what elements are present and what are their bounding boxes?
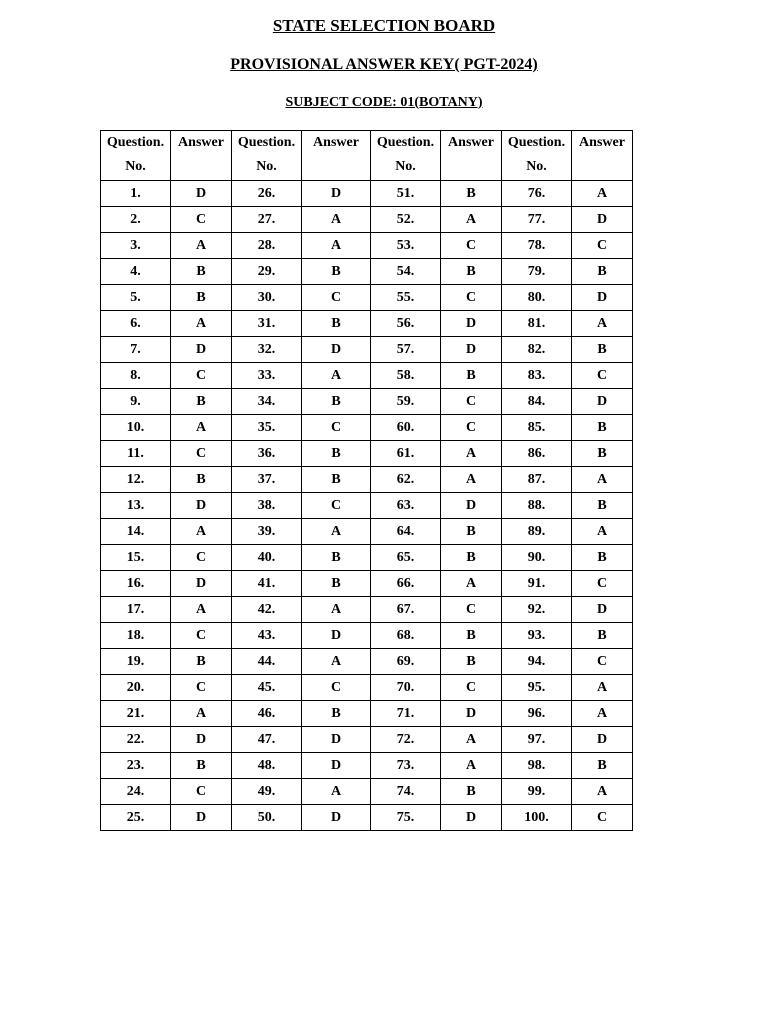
question-number-cell: 10. (101, 415, 171, 441)
answer-cell: D (302, 623, 371, 649)
board-title: STATE SELECTION BOARD (272, 16, 496, 35)
answer-cell: B (572, 753, 633, 779)
answer-cell: B (302, 545, 371, 571)
question-number-cell: 6. (101, 311, 171, 337)
question-number-cell: 98. (502, 753, 572, 779)
answer-cell: D (441, 701, 502, 727)
question-number-cell: 46. (232, 701, 302, 727)
answer-cell: C (441, 285, 502, 311)
answer-cell: A (441, 441, 502, 467)
answer-cell: C (572, 571, 633, 597)
answer-cell: C (441, 597, 502, 623)
question-number-cell: 84. (502, 389, 572, 415)
table-row (101, 389, 633, 415)
question-number-cell: 75. (371, 805, 441, 831)
question-number-cell: 17. (101, 597, 171, 623)
answer-cell: D (171, 493, 232, 519)
answer-cell: D (171, 571, 232, 597)
question-number-cell: 14. (101, 519, 171, 545)
answer-cell: C (171, 779, 232, 805)
table-row (101, 259, 633, 285)
question-number-cell: 11. (101, 441, 171, 467)
question-number-cell: 24. (101, 779, 171, 805)
question-number-cell: 80. (502, 285, 572, 311)
answer-cell: B (572, 441, 633, 467)
question-number-cell: 38. (232, 493, 302, 519)
answer-cell: B (572, 493, 633, 519)
question-number-cell: 97. (502, 727, 572, 753)
question-number-cell: 51. (371, 181, 441, 207)
table-row (101, 701, 633, 727)
question-number-cell: 12. (101, 467, 171, 493)
answer-cell: B (171, 467, 232, 493)
answer-cell: B (572, 259, 633, 285)
answer-header: Answer (302, 131, 371, 181)
answer-cell: A (171, 233, 232, 259)
answer-cell: A (171, 701, 232, 727)
answer-cell: D (171, 727, 232, 753)
table-row (101, 805, 633, 831)
answer-cell: C (572, 363, 633, 389)
answer-cell: B (171, 649, 232, 675)
question-number-cell: 2. (101, 207, 171, 233)
question-number-cell: 42. (232, 597, 302, 623)
question-number-cell: 4. (101, 259, 171, 285)
answer-cell: B (302, 467, 371, 493)
question-number-cell: 25. (101, 805, 171, 831)
answer-cell: B (441, 181, 502, 207)
question-number-cell: 63. (371, 493, 441, 519)
question-number-cell: 9. (101, 389, 171, 415)
answer-cell: A (572, 181, 633, 207)
question-number-cell: 16. (101, 571, 171, 597)
question-number-cell: 70. (371, 675, 441, 701)
question-number-cell: 35. (232, 415, 302, 441)
answer-header: Answer (171, 131, 232, 181)
question-number-cell: 79. (502, 259, 572, 285)
answer-key-title: PROVISIONAL ANSWER KEY( PGT-2024) (230, 56, 538, 73)
question-number-cell: 68. (371, 623, 441, 649)
table-row (101, 623, 633, 649)
question-number-cell: 26. (232, 181, 302, 207)
question-number-cell: 1. (101, 181, 171, 207)
question-number-cell: 59. (371, 389, 441, 415)
answer-cell: D (441, 805, 502, 831)
question-number-cell: 37. (232, 467, 302, 493)
answer-cell: B (302, 701, 371, 727)
question-number-cell: 57. (371, 337, 441, 363)
question-number-cell: 30. (232, 285, 302, 311)
table-row (101, 753, 633, 779)
answer-cell: B (572, 415, 633, 441)
question-number-cell: 81. (502, 311, 572, 337)
answer-cell: A (572, 701, 633, 727)
table-row (101, 415, 633, 441)
answer-cell: C (302, 285, 371, 311)
question-number-cell: 72. (371, 727, 441, 753)
question-number-cell: 71. (371, 701, 441, 727)
answer-cell: D (302, 805, 371, 831)
answer-cell: B (171, 259, 232, 285)
question-number-cell: 92. (502, 597, 572, 623)
question-number-cell: 21. (101, 701, 171, 727)
answer-cell: A (441, 753, 502, 779)
question-number-cell: 20. (101, 675, 171, 701)
question-number-cell: 45. (232, 675, 302, 701)
question-number-cell: 13. (101, 493, 171, 519)
answer-cell: C (441, 675, 502, 701)
table-row (101, 337, 633, 363)
answer-cell: D (572, 389, 633, 415)
answer-cell: A (441, 467, 502, 493)
question-number-cell: 66. (371, 571, 441, 597)
answer-cell: D (572, 597, 633, 623)
table-row (101, 493, 633, 519)
answer-cell: D (572, 727, 633, 753)
question-number-cell: 7. (101, 337, 171, 363)
answer-cell: D (171, 805, 232, 831)
question-number-cell: 53. (371, 233, 441, 259)
answer-cell: C (302, 415, 371, 441)
question-number-cell: 8. (101, 363, 171, 389)
answer-cell: D (302, 753, 371, 779)
answer-cell: B (441, 363, 502, 389)
question-no-header: Question. No. (101, 131, 171, 181)
question-number-cell: 95. (502, 675, 572, 701)
question-number-cell: 23. (101, 753, 171, 779)
answer-cell: A (572, 675, 633, 701)
question-number-cell: 88. (502, 493, 572, 519)
answer-cell: A (441, 207, 502, 233)
question-number-cell: 100. (502, 805, 572, 831)
table-header-row (101, 131, 633, 181)
answer-cell: B (171, 285, 232, 311)
answer-cell: A (572, 779, 633, 805)
table-row (101, 207, 633, 233)
answer-cell: B (302, 389, 371, 415)
table-row (101, 285, 633, 311)
table-row (101, 181, 633, 207)
answer-key-body (101, 181, 633, 831)
table-row (101, 727, 633, 753)
answer-cell: A (302, 519, 371, 545)
question-number-cell: 27. (232, 207, 302, 233)
table-row (101, 545, 633, 571)
answer-cell: D (302, 727, 371, 753)
answer-cell: A (171, 597, 232, 623)
answer-cell: D (171, 337, 232, 363)
question-number-cell: 91. (502, 571, 572, 597)
answer-cell: A (302, 363, 371, 389)
question-number-cell: 33. (232, 363, 302, 389)
question-number-cell: 73. (371, 753, 441, 779)
question-number-cell: 86. (502, 441, 572, 467)
answer-cell: B (302, 571, 371, 597)
table-row (101, 467, 633, 493)
question-number-cell: 62. (371, 467, 441, 493)
answer-cell: B (441, 545, 502, 571)
answer-cell: C (171, 623, 232, 649)
answer-cell: C (572, 805, 633, 831)
answer-cell: C (572, 649, 633, 675)
question-number-cell: 90. (502, 545, 572, 571)
answer-cell: B (302, 441, 371, 467)
answer-cell: B (441, 259, 502, 285)
question-number-cell: 22. (101, 727, 171, 753)
table-row (101, 519, 633, 545)
table-row (101, 779, 633, 805)
question-number-cell: 58. (371, 363, 441, 389)
answer-cell: D (302, 337, 371, 363)
answer-cell: B (441, 649, 502, 675)
answer-cell: D (171, 181, 232, 207)
answer-cell: A (572, 467, 633, 493)
answer-cell: D (441, 493, 502, 519)
answer-cell: C (572, 233, 633, 259)
answer-cell: B (302, 311, 371, 337)
table-row (101, 675, 633, 701)
question-number-cell: 28. (232, 233, 302, 259)
answer-cell: D (302, 181, 371, 207)
question-number-cell: 82. (502, 337, 572, 363)
question-number-cell: 61. (371, 441, 441, 467)
question-number-cell: 64. (371, 519, 441, 545)
question-number-cell: 83. (502, 363, 572, 389)
answer-header: Answer (441, 131, 502, 181)
answer-cell: A (572, 311, 633, 337)
question-number-cell: 32. (232, 337, 302, 363)
question-number-cell: 55. (371, 285, 441, 311)
answer-cell: C (171, 675, 232, 701)
question-number-cell: 69. (371, 649, 441, 675)
question-number-cell: 89. (502, 519, 572, 545)
question-number-cell: 5. (101, 285, 171, 311)
answer-cell: C (302, 493, 371, 519)
question-number-cell: 96. (502, 701, 572, 727)
answer-cell: A (302, 597, 371, 623)
question-number-cell: 76. (502, 181, 572, 207)
answer-cell: C (441, 389, 502, 415)
answer-cell: C (171, 363, 232, 389)
answer-cell: A (171, 519, 232, 545)
answer-cell: D (572, 207, 633, 233)
question-number-cell: 44. (232, 649, 302, 675)
question-number-cell: 99. (502, 779, 572, 805)
question-no-header: Question. No. (502, 131, 572, 181)
answer-cell: D (441, 337, 502, 363)
answer-cell: B (441, 519, 502, 545)
question-number-cell: 18. (101, 623, 171, 649)
answer-cell: B (572, 623, 633, 649)
table-row (101, 441, 633, 467)
answer-header: Answer (572, 131, 633, 181)
question-number-cell: 52. (371, 207, 441, 233)
question-number-cell: 54. (371, 259, 441, 285)
answer-cell: B (171, 753, 232, 779)
answer-cell: A (302, 207, 371, 233)
answer-cell: B (572, 337, 633, 363)
table-row (101, 571, 633, 597)
question-number-cell: 47. (232, 727, 302, 753)
question-number-cell: 49. (232, 779, 302, 805)
question-number-cell: 60. (371, 415, 441, 441)
answer-cell: B (441, 623, 502, 649)
answer-cell: A (302, 779, 371, 805)
question-number-cell: 29. (232, 259, 302, 285)
question-number-cell: 3. (101, 233, 171, 259)
answer-cell: A (441, 571, 502, 597)
question-no-header: Question. No. (371, 131, 441, 181)
answer-cell: C (441, 415, 502, 441)
table-row (101, 311, 633, 337)
table-row (101, 597, 633, 623)
answer-key-table (100, 130, 633, 831)
question-number-cell: 36. (232, 441, 302, 467)
question-number-cell: 48. (232, 753, 302, 779)
question-number-cell: 34. (232, 389, 302, 415)
question-number-cell: 93. (502, 623, 572, 649)
question-no-header: Question. No. (232, 131, 302, 181)
answer-cell: C (171, 207, 232, 233)
answer-cell: C (441, 233, 502, 259)
answer-cell: A (171, 415, 232, 441)
answer-cell: C (171, 441, 232, 467)
question-number-cell: 39. (232, 519, 302, 545)
question-number-cell: 56. (371, 311, 441, 337)
question-number-cell: 67. (371, 597, 441, 623)
answer-cell: B (572, 545, 633, 571)
question-number-cell: 87. (502, 467, 572, 493)
subject-code: SUBJECT CODE: 01(BOTANY) (285, 95, 483, 110)
answer-cell: A (171, 311, 232, 337)
question-number-cell: 43. (232, 623, 302, 649)
answer-cell: C (171, 545, 232, 571)
answer-cell: D (572, 285, 633, 311)
answer-cell: A (441, 727, 502, 753)
question-number-cell: 15. (101, 545, 171, 571)
question-number-cell: 40. (232, 545, 302, 571)
answer-cell: A (302, 233, 371, 259)
question-number-cell: 78. (502, 233, 572, 259)
question-number-cell: 85. (502, 415, 572, 441)
question-number-cell: 41. (232, 571, 302, 597)
answer-cell: B (441, 779, 502, 805)
answer-cell: A (572, 519, 633, 545)
question-number-cell: 77. (502, 207, 572, 233)
answer-cell: D (441, 311, 502, 337)
answer-cell: B (171, 389, 232, 415)
answer-cell: A (302, 649, 371, 675)
answer-cell: C (302, 675, 371, 701)
table-row (101, 233, 633, 259)
table-row (101, 649, 633, 675)
question-number-cell: 94. (502, 649, 572, 675)
table-row (101, 363, 633, 389)
question-number-cell: 74. (371, 779, 441, 805)
question-number-cell: 31. (232, 311, 302, 337)
question-number-cell: 50. (232, 805, 302, 831)
question-number-cell: 65. (371, 545, 441, 571)
answer-cell: B (302, 259, 371, 285)
question-number-cell: 19. (101, 649, 171, 675)
